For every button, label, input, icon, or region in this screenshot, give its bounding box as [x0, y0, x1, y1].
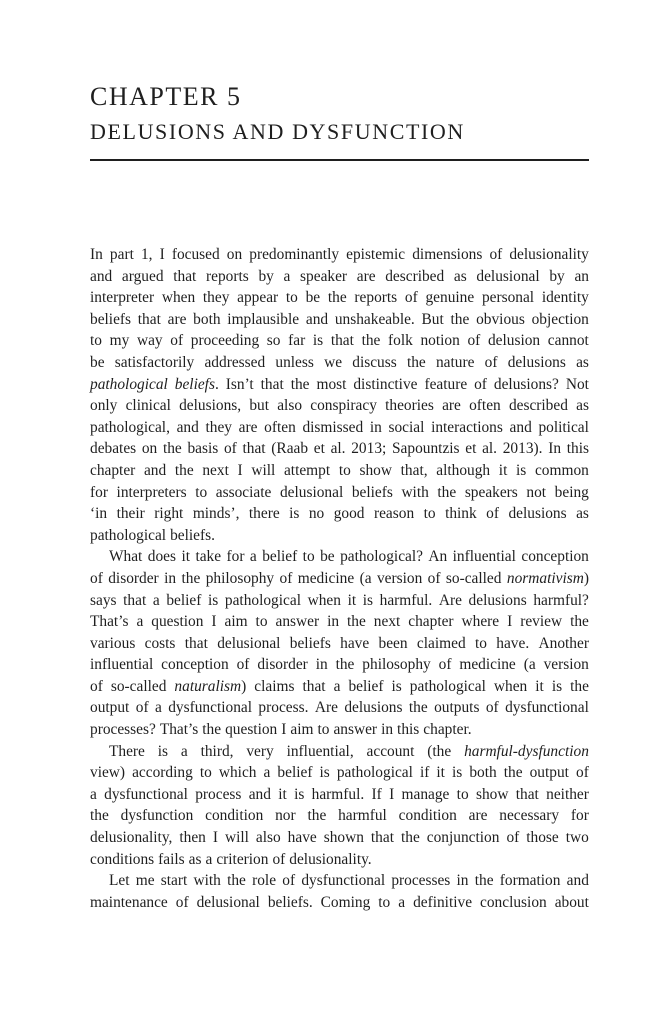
text-line: to my way of proceeding so far is that the folk notion of delusion cannot [90, 332, 589, 350]
chapter-body-text [90, 244, 589, 913]
text-line: says that a belief is pathological when it is harmful. Are delusions harmful? [90, 591, 589, 609]
text-line: a dysfunctional process and it is harmful. If I manage to show that neither [90, 785, 589, 803]
text-line: pathological, and they are often dismissed in social interactions and political [90, 418, 589, 436]
text-line: processes? That’s the question I aim to answer in this chapter. [90, 721, 472, 739]
text-line: interpreter when they appear to be the reports of genuine personal identity [90, 289, 589, 307]
text-line: beliefs that are both implausible and unshakeable. But the obvious objection [90, 310, 589, 328]
text-line: the dysfunction condition nor the harmful condition are necessary for [90, 807, 589, 825]
text-line: That’s a question I aim to answer in the next chapter where I review the [90, 613, 589, 631]
text-line: influential conception of disorder in the philosophy of medicine (a version [90, 656, 589, 674]
text-line: various costs that delusional beliefs have been claimed to have. Another [90, 634, 589, 652]
text-line: pathological beliefs. Isn’t that the most distinctive feature of delusions? Not [90, 375, 589, 393]
text-line: be satisfactorily addressed unless we discuss the nature of delusions as [90, 353, 589, 371]
text-line: There is a third, very influential, account (the harmful-dysfunction [109, 742, 589, 760]
text-line: output of a dysfunctional process. Are delusions the outputs of dysfunctional [90, 699, 589, 717]
text-line: of disorder in the philosophy of medicine (a version of so-called normativism) [90, 569, 589, 587]
text-line: for interpreters to associate delusional beliefs with the speakers not being [90, 483, 589, 501]
text-line: ‘in their right minds’, there is no good reason to think of delusions as [90, 505, 589, 523]
text-line: What does it take for a belief to be pathological? An influential conception [109, 548, 589, 566]
text-line: conditions fails as a criterion of delusionality. [90, 850, 372, 868]
text-line: pathological beliefs. [90, 526, 215, 544]
text-line: Let me start with the role of dysfunctional processes in the formation and [109, 872, 589, 890]
text-line: chapter and the next I will attempt to show that, although it is common [90, 461, 589, 479]
chapter-title: DELUSIONS AND DYSFUNCTION [90, 119, 465, 144]
text-line: view) according to which a belief is pathological if it is both the output of [90, 764, 589, 782]
text-line: debates on the basis of that (Raab et al. 2013; Sapountzis et al. 2013). In this [90, 440, 589, 458]
text-line: In part 1, I focused on predominantly epistemic dimensions of delusionality [90, 246, 589, 263]
text-line: only clinical delusions, but also conspiracy theories are often described as [90, 397, 589, 415]
text-line: and argued that reports by a speaker are described as delusional by an [90, 267, 589, 285]
chapter-number: CHAPTER 5 [90, 82, 242, 111]
text-line: maintenance of delusional beliefs. Coming to a definitive conclusion about [90, 893, 589, 911]
text-line: delusionality, then I will also have shown that the conjunction of those two [90, 829, 589, 847]
heading-rule [90, 159, 589, 161]
text-line: of so-called naturalism) claims that a belief is pathological when it is the [90, 677, 589, 695]
